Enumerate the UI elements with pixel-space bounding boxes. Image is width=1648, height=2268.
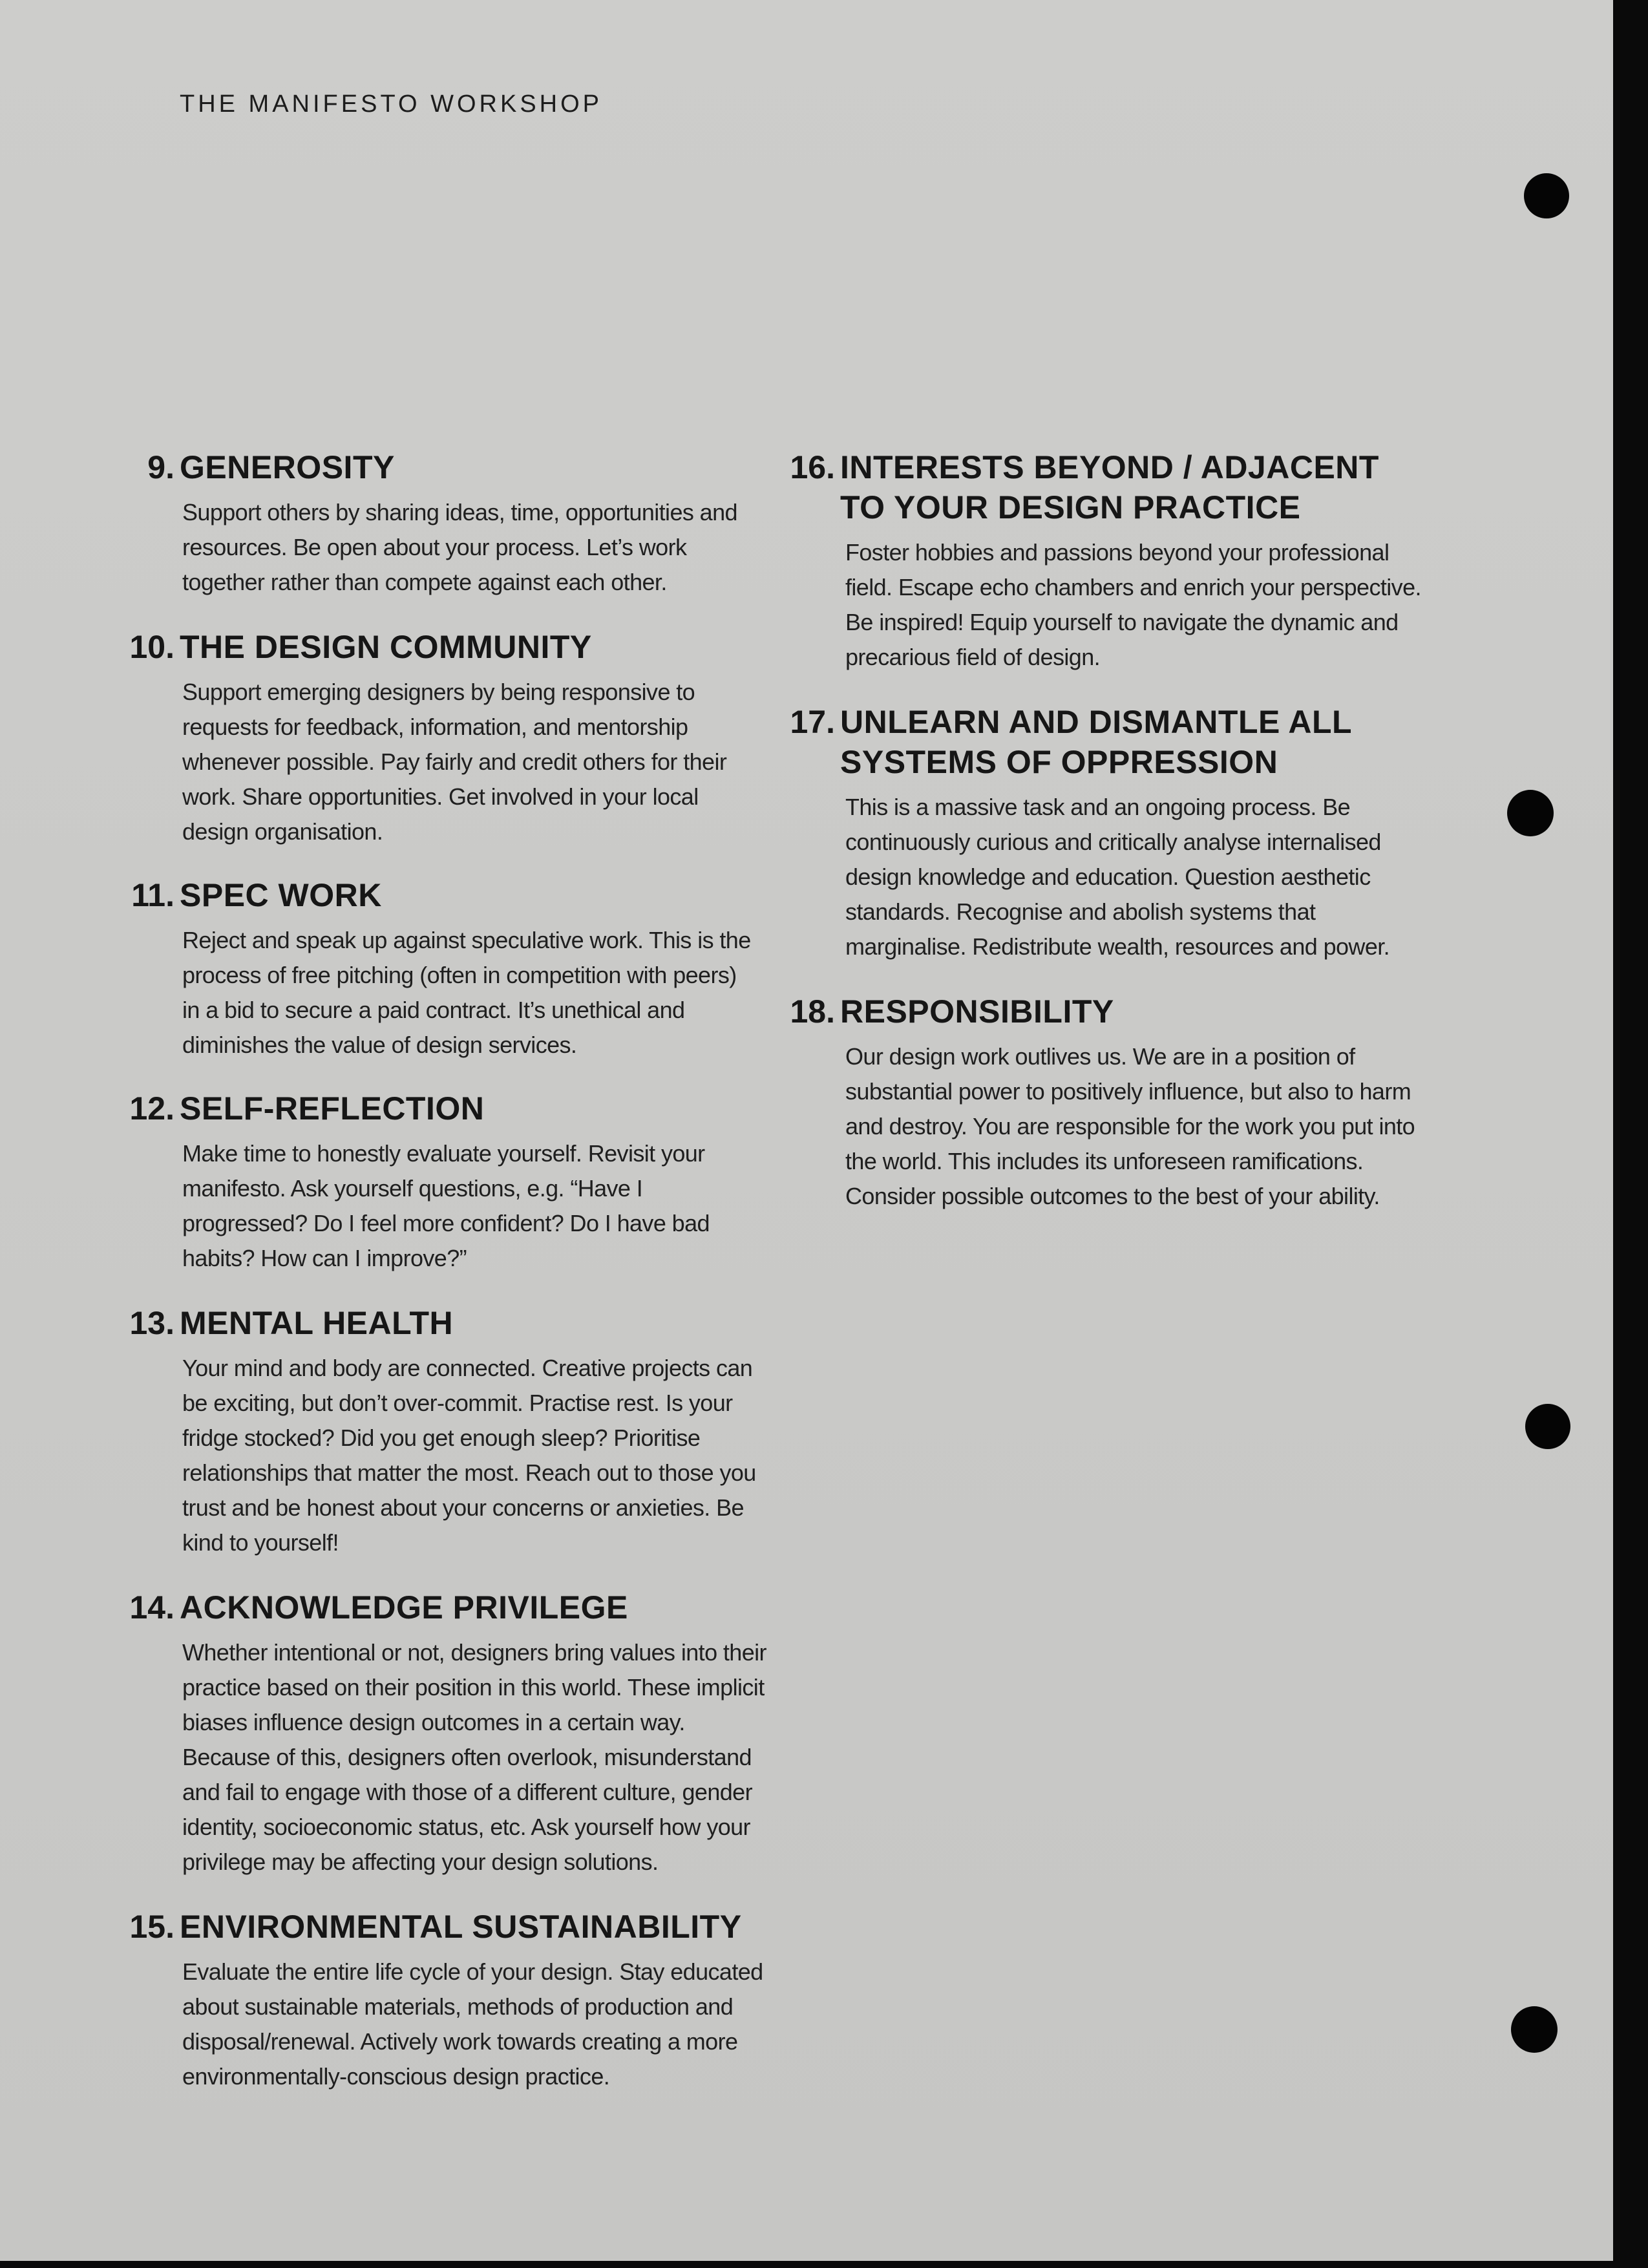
section-body: Our design work outlives us. We are in a position of substantial power to positively influence, but also to harm and destroy. You are responsible for the work you put into the world. This includes its unforeseen ramifications. Consider possible outcomes to the best of your ability. (845, 1043, 1415, 1209)
section-number: 10. (129, 629, 174, 665)
section-unlearn-dismantle (790, 702, 1436, 964)
scan-border-right (1613, 0, 1648, 2268)
punch-hole (1525, 1404, 1570, 1449)
section-title: SELF-REFLECTION (180, 1090, 485, 1127)
section-responsibility (790, 991, 1436, 1214)
running-header: THE MANIFESTO WORKSHOP (180, 90, 603, 118)
section-title: SPEC WORK (180, 877, 382, 913)
section-environmental-sustainability (129, 1907, 782, 2094)
section-title: UNLEARN AND DISMANTLE ALL SYSTEMS OF OPPRESSION (840, 704, 1352, 780)
section-title: MENTAL HEALTH (180, 1305, 454, 1341)
section-body: Support others by sharing ideas, time, opportunities and resources. Be open about your process. Let’s work together rather than compete against each other. (182, 499, 737, 595)
section-title: RESPONSIBILITY (840, 993, 1114, 1030)
punch-hole (1511, 2006, 1558, 2053)
section-number: 9. (147, 449, 174, 485)
section-body: Your mind and body are connected. Creative projects can be exciting, but don’t over-commit. Practise rest. Is your fridge stocked? Did you get enough sleep? Prioritise relationships that matter the most. Reach out to those you trust and be honest about your concerns or anxieties. Be kind to yourself! (182, 1355, 756, 1556)
section-number: 11. (131, 877, 174, 913)
section-acknowledge-privilege (129, 1587, 782, 1880)
punch-hole (1507, 790, 1554, 836)
section-number: 17. (790, 704, 835, 740)
section-number: 12. (129, 1090, 174, 1127)
section-design-community (129, 627, 782, 849)
section-self-reflection (129, 1088, 782, 1276)
section-title: ENVIRONMENTAL SUSTAINABILITY (180, 1909, 742, 1945)
section-number: 18. (790, 993, 835, 1030)
section-spec-work (129, 875, 782, 1063)
section-title: THE DESIGN COMMUNITY (180, 629, 592, 665)
section-interests-beyond (790, 447, 1436, 675)
section-number: 15. (129, 1909, 174, 1945)
section-generosity (129, 447, 782, 600)
section-body: Make time to honestly evaluate yourself. Revisit your manifesto. Ask yourself questions, e.g. “Have I progressed? Do I feel more confident? Do I have bad habits? How can I improve?” (182, 1140, 710, 1271)
section-mental-health (129, 1303, 782, 1560)
section-body: Foster hobbies and passions beyond your professional field. Escape echo chambers and enrich your perspective. Be inspired! Equip yourself to navigate the dynamic and precarious field of design. (845, 539, 1421, 670)
section-body: Evaluate the entire life cycle of your design. Stay educated about sustainable materials, methods of production and disposal/renewal. Actively work towards creating a more environmentally-conscious design practice. (182, 1958, 763, 2090)
section-body: Support emerging designers by being responsive to requests for feedback, information, and mentorship whenever possible. Pay fairly and credit others for their work. Share opportunities. Get involved in your local design organisation. (182, 679, 727, 845)
section-title: GENEROSITY (180, 449, 395, 485)
section-number: 13. (129, 1305, 174, 1341)
section-number: 16. (790, 449, 835, 485)
section-body: This is a massive task and an ongoing process. Be continuously curious and critically analyse internalised design knowledge and education. Question aesthetic standards. Recognise and abolish systems that marginalise. Redistribute wealth, resources and power. (845, 794, 1390, 960)
scan-border-bottom (0, 2261, 1648, 2268)
section-body: Whether intentional or not, designers bring values into their practice based on their position in this world. These implicit biases influence design outcomes in a certain way. Because of this, designers often overlook, misunderstand and fail to engage with those of a different culture, gender identity, socioeconomic status, etc. Ask yourself how your privilege may be affecting your design solutions. (182, 1639, 766, 1875)
section-title: INTERESTS BEYOND / ADJACENT TO YOUR DESIGN PRACTICE (840, 449, 1379, 525)
section-title: ACKNOWLEDGE PRIVILEGE (180, 1589, 628, 1626)
section-body: Reject and speak up against speculative work. This is the process of free pitching (often in competition with peers) in a bid to secure a paid contract. It’s unethical and diminishes the value of design services. (182, 927, 751, 1058)
left-column (129, 447, 782, 2124)
section-number: 14. (129, 1589, 174, 1626)
punch-hole (1524, 173, 1569, 218)
right-column (790, 447, 1436, 1244)
